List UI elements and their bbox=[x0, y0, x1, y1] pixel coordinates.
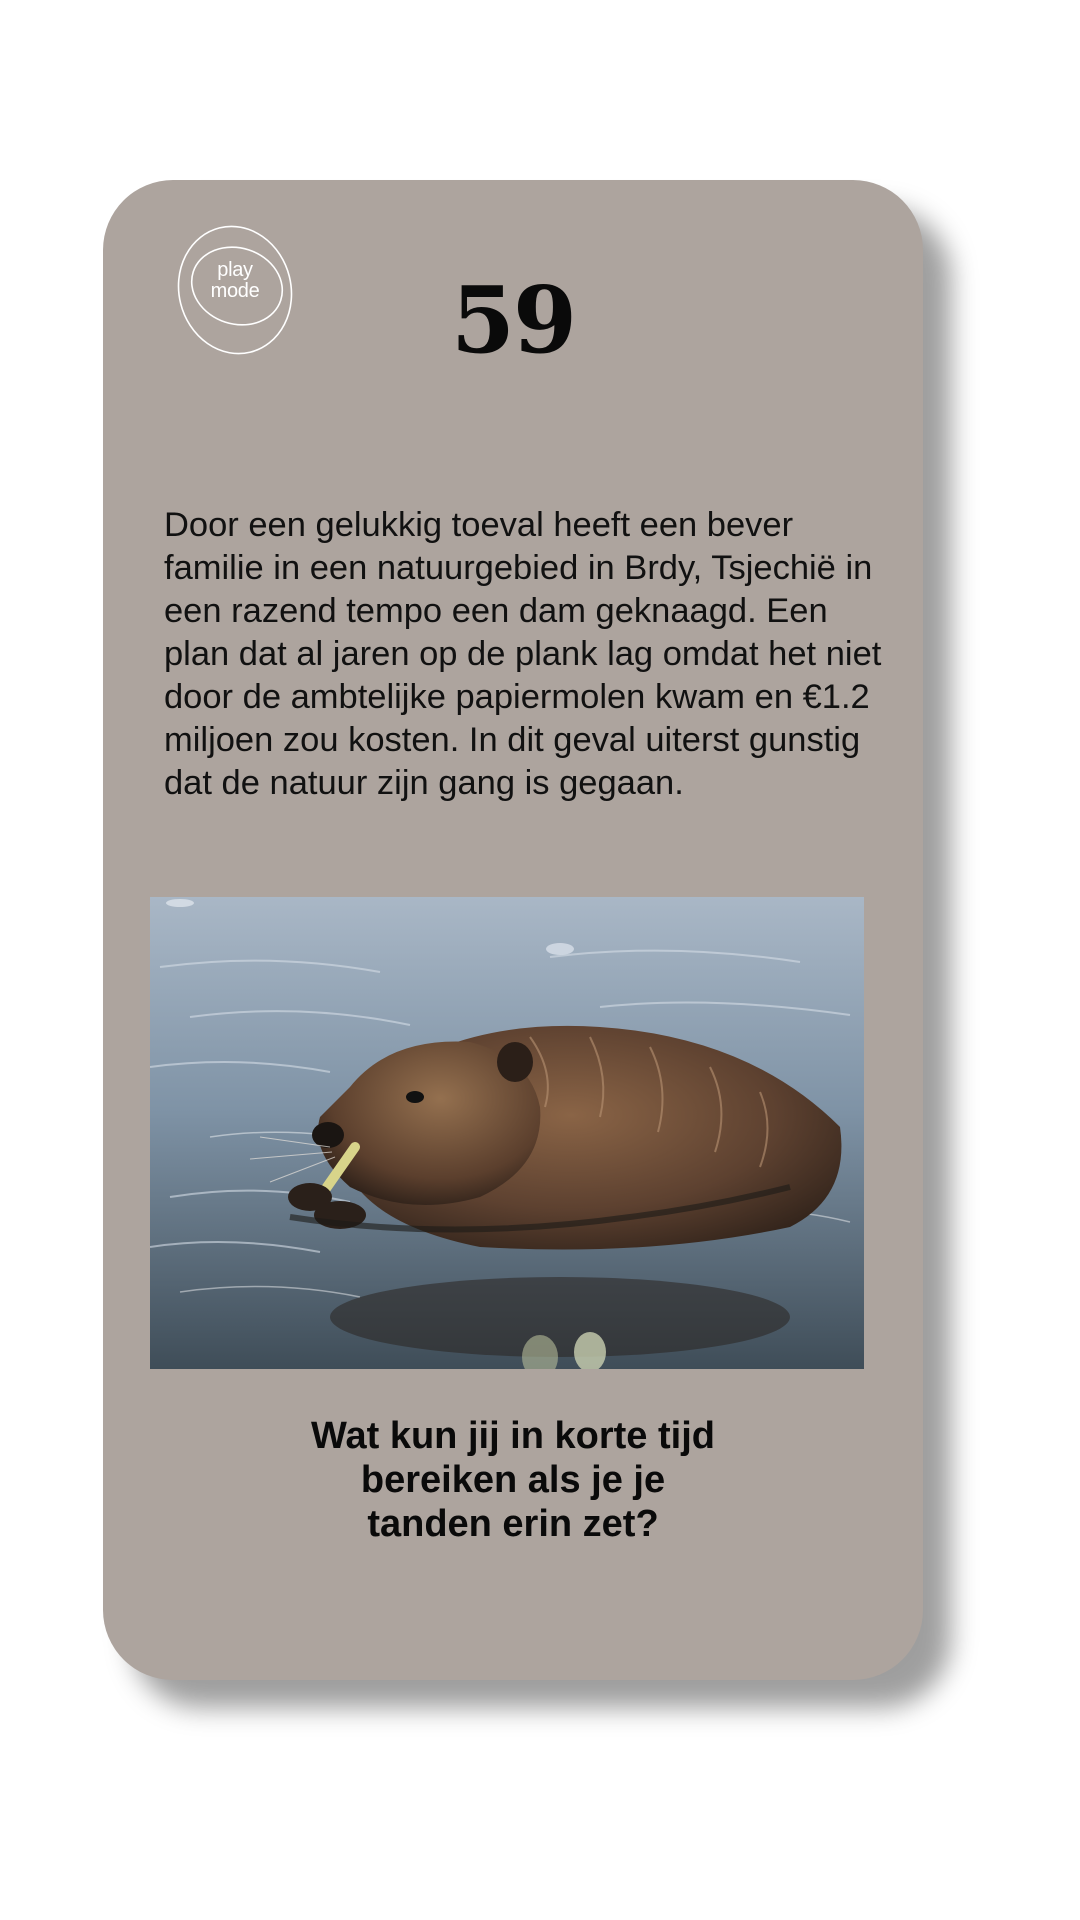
beaver-icon bbox=[150, 897, 864, 1369]
card-number: 59 bbox=[450, 266, 576, 374]
card bbox=[103, 180, 923, 1680]
beaver-photo bbox=[150, 897, 864, 1369]
logo-text-mode: mode bbox=[210, 280, 260, 302]
question-line-1: Wat kun jij in korte tijd bbox=[311, 1415, 715, 1457]
question-line-2: bereiken als je je bbox=[360, 1459, 666, 1501]
question-line-3: tanden erin zet? bbox=[367, 1503, 659, 1545]
story-text: Door een gelukkig toeval heeft een bever familie in een natuurgebied in Brdy, Tsjechië in een razend tempo een dam geknaagd. Een plan dat al jaren op de plank lag omdat het niet door de ambtelijke papiermolen kwam en €1.2 miljoen zou kosten. In dit geval uiterst gunstig dat de natuur zijn gang is gegaan. bbox=[164, 506, 882, 802]
question-text bbox=[213, 1414, 813, 1546]
logo-text-play: play bbox=[217, 259, 253, 281]
